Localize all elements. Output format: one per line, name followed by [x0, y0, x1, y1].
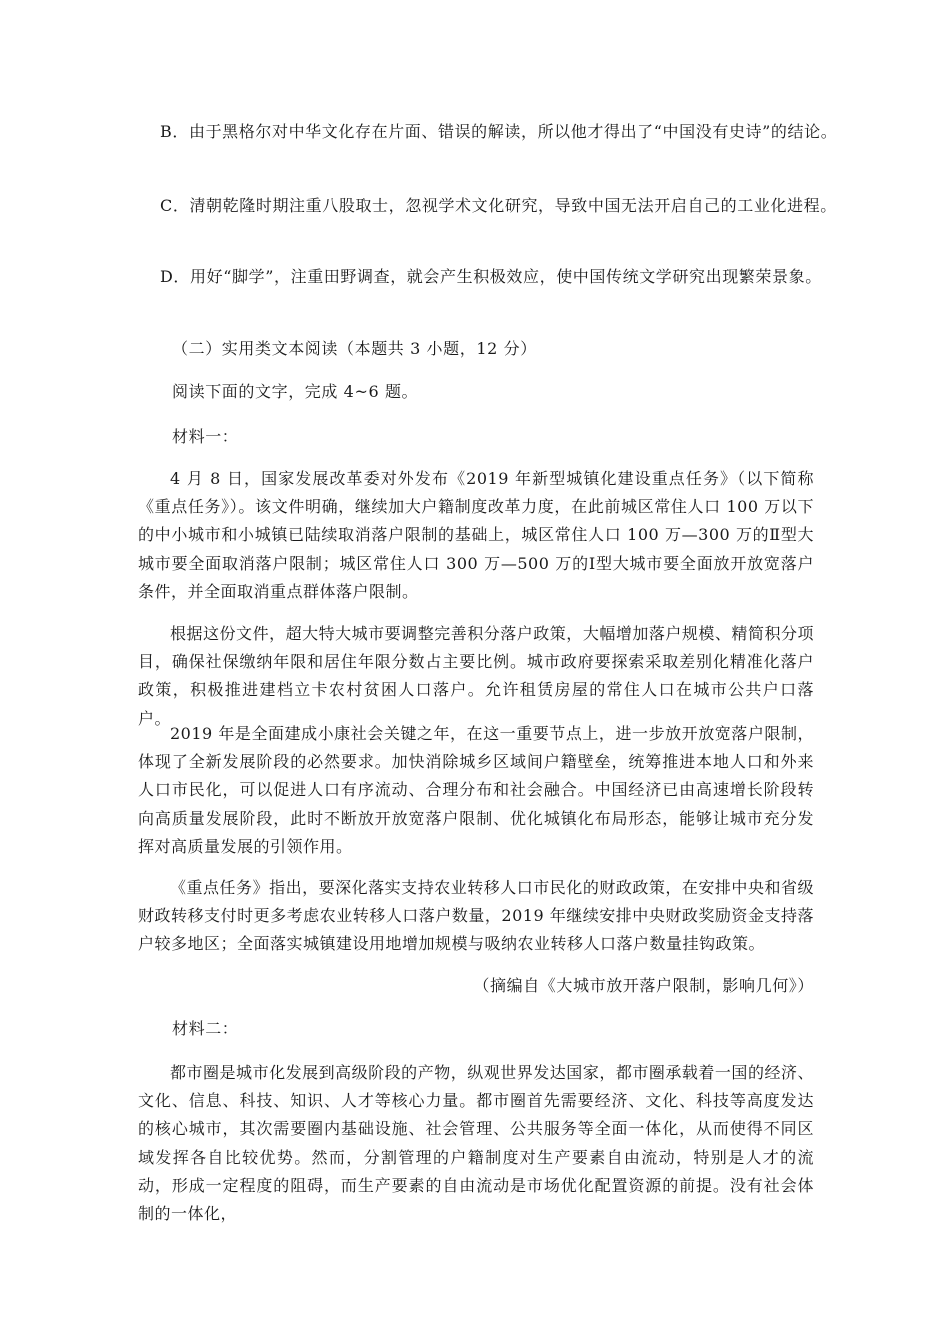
- material-1-paragraph: 根据这份文件，超大特大城市要调整完善积分落户政策，大幅增加落户规模、精简积分项目，确保社保缴纳年限和居住年限分数占主要比例。城市政府要探索采取差别化精准化落户政策，积极推进建档立卡农村贫困人口落户。允许租赁房屋的常住人口在城市公共户口落户。: [138, 624, 814, 728]
- option-c-text: 清朝乾隆时期注重八股取士，忽视学术文化研究，导致中国无法开启自己的工业化进程。: [189, 196, 837, 215]
- option-b: [160, 118, 844, 145]
- material-1-source: （摘编自《大城市放开落户限制，影响几何》）: [473, 976, 814, 995]
- option-c-letter: C．: [160, 196, 190, 215]
- option-c: [160, 192, 844, 219]
- option-d-text: 用好“脚学”，注重田野调查，就会产生积极效应，使中国传统文学研究出现繁荣景象。: [190, 267, 822, 286]
- material-2-paragraph: 都市圈是城市化发展到高级阶段的产物，纵观世界发达国家，都市圈承载着一国的经济、文化、信息、科技、知识、人才等核心力量。都市圈首先需要经济、文化、科技等高度发达的核心城市，其次需要圈内基础设施、社会管理、公共服务等全面一体化，从而使得不同区域发挥各自比较优势。然而，分割管理的户籍制度对生产要素自由流动，特别是人才的流动，形成一定程度的阻碍，而生产要素的自由流动是市场优化配置资源的前提。没有社会体制的一体化，: [138, 1063, 814, 1224]
- material-1-label: 材料一：: [172, 427, 239, 446]
- option-d-letter: D．: [160, 267, 191, 286]
- material-1-paragraph: 《重点任务》指出，要深化落实支持农业转移人口市民化的财政政策，在安排中央和省级财政转移支付时更多考虑农业转移人口落户数量，2019 年继续安排中央财政奖励资金支持落户较多地区；全面落实城镇建设用地增加规模与吸纳农业转移人口落户数量挂钩政策。: [138, 878, 814, 954]
- section-heading: （二）实用类文本阅读（本题共 3 小题，12 分）: [172, 339, 537, 358]
- material-2-label: 材料二：: [172, 1019, 239, 1038]
- option-b-letter: B．: [160, 122, 189, 141]
- material-1-paragraph: 4 月 8 日，国家发展改革委对外发布《2019 年新型城镇化建设重点任务》（以下简称《重点任务》）。该文件明确，继续加大户籍制度改革力度，在此前城区常住人口 100 万以下的中小城市和小城镇已陆续取消落户限制的基础上，城区常住人口 100 万—300 万的Ⅱ型大城市要全面取消落户限制；城区常住人口 300 万—500 万的Ⅰ型大城市要全面放开放宽落户条件，并全面取消重点群体落户限制。: [138, 469, 814, 601]
- material-1-paragraph: 2019 年是全面建成小康社会关键之年，在这一重要节点上，进一步放开放宽落户限制，体现了全新发展阶段的必然要求。加快消除城乡区域间户籍壁垒，统筹推进本地人口和外来人口市民化，可以促进人口有序流动、合理分布和社会融合。中国经济已由高速增长阶段转向高质量发展阶段，此时不断放开放宽落户限制、优化城镇化布局形态，能够让城市充分发挥对高质量发展的引领作用。: [138, 724, 814, 856]
- option-b-text: 由于黑格尔对中华文化存在片面、错误的解读，所以他才得出了“中国没有史诗”的结论。: [188, 122, 838, 141]
- option-d: [160, 263, 844, 290]
- instruction-text: 阅读下面的文字，完成 4~6 题。: [172, 382, 419, 401]
